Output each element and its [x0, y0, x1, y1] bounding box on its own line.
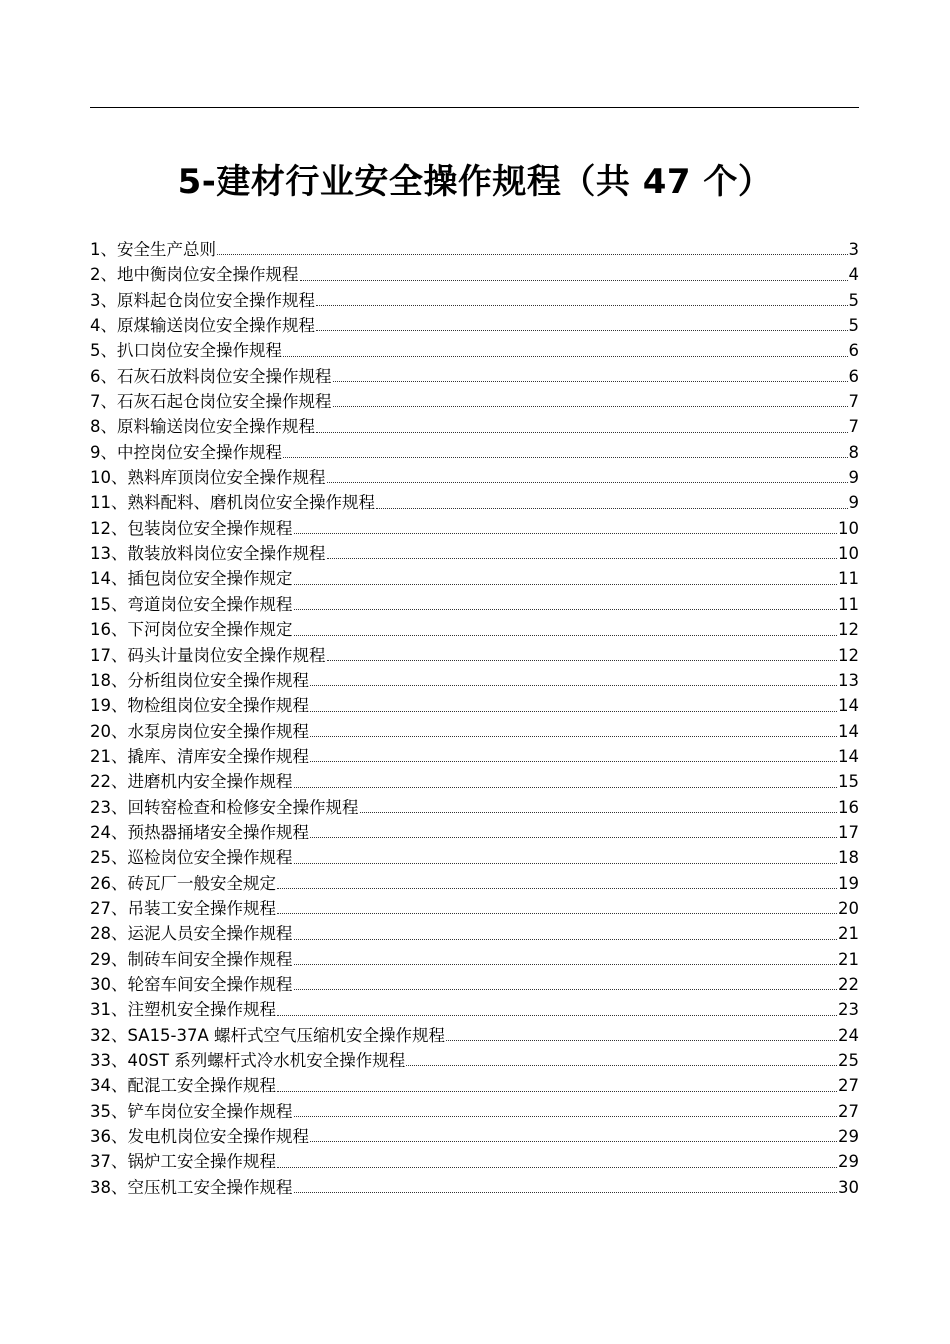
- toc-entry[interactable]: [90, 414, 859, 439]
- toc-entry-label: 36、发电机岗位安全操作规程: [90, 1127, 309, 1147]
- toc-entry-page: 4: [848, 265, 859, 285]
- toc-entry-label: 4、原煤输送岗位安全操作规程: [90, 316, 315, 336]
- toc-entry-label: 9、中控岗位安全操作规程: [90, 442, 282, 462]
- toc-entry-page: 9: [848, 493, 859, 513]
- toc-entry-label: 26、砖瓦厂一般安全规定: [90, 873, 276, 893]
- toc-entry-page: 10: [838, 544, 859, 564]
- toc-entry-page: 12: [838, 620, 859, 640]
- toc-entry[interactable]: [90, 465, 859, 490]
- toc-entry[interactable]: [90, 288, 859, 313]
- toc-leader-dots: [446, 1039, 837, 1041]
- toc-entry-label: 10、熟料库顶岗位安全操作规程: [90, 468, 326, 488]
- toc-entry[interactable]: [90, 338, 859, 363]
- toc-leader-dots: [316, 329, 848, 331]
- toc-entry[interactable]: [90, 744, 859, 769]
- toc-entry[interactable]: [90, 617, 859, 642]
- toc-entry-page: 15: [838, 772, 859, 792]
- toc-entry-page: 5: [848, 290, 859, 310]
- toc-entry-page: 27: [838, 1076, 859, 1096]
- toc-leader-dots: [310, 1140, 837, 1142]
- toc-entry[interactable]: [90, 795, 859, 820]
- toc-leader-dots: [360, 811, 838, 813]
- toc-entry-label: 21、撬库、清库安全操作规程: [90, 746, 309, 766]
- toc-leader-dots: [310, 684, 837, 686]
- toc-entry-page: 27: [838, 1101, 859, 1121]
- toc-entry[interactable]: [90, 1175, 859, 1200]
- toc-entry-label: 16、下河岗位安全操作规定: [90, 620, 293, 640]
- toc-entry-label: 7、石灰石起仓岗位安全操作规程: [90, 392, 332, 412]
- toc-entry[interactable]: [90, 440, 859, 465]
- toc-entry-page: 11: [838, 594, 859, 614]
- header-rule: [90, 107, 859, 108]
- toc-entry-page: 8: [848, 442, 859, 462]
- toc-entry[interactable]: [90, 566, 859, 591]
- toc-entry-label: 3、原料起仓岗位安全操作规程: [90, 290, 315, 310]
- toc-entry-page: 7: [848, 417, 859, 437]
- toc-entry[interactable]: [90, 921, 859, 946]
- toc-entry-page: 13: [838, 670, 859, 690]
- toc-entry-page: 17: [838, 822, 859, 842]
- toc-leader-dots: [333, 380, 848, 382]
- toc-leader-dots: [294, 988, 838, 990]
- toc-entry-label: 35、铲车岗位安全操作规程: [90, 1101, 293, 1121]
- toc-entry-page: 22: [838, 974, 859, 994]
- toc-entry-page: 18: [838, 848, 859, 868]
- toc-entry-label: 33、40ST 系列螺杆式冷水机安全操作规程: [90, 1051, 406, 1070]
- toc-leader-dots: [327, 481, 848, 483]
- toc-entry-page: 21: [838, 924, 859, 944]
- toc-entry[interactable]: [90, 871, 859, 896]
- toc-entry-label: 1、安全生产总则: [90, 240, 216, 259]
- toc-entry-label: 37、锅炉工安全操作规程: [90, 1152, 276, 1172]
- toc-entry-page: 29: [838, 1152, 859, 1172]
- toc-entry[interactable]: [90, 490, 859, 515]
- toc-entry[interactable]: [90, 313, 859, 338]
- toc-entry[interactable]: [90, 541, 859, 566]
- document-title: 5-建材行业安全操作规程（共 47 个）: [177, 162, 773, 202]
- toc-entry-label: 23、回转窑检查和检修安全操作规程: [90, 797, 359, 817]
- toc-entry-page: 21: [838, 949, 859, 969]
- toc-entry-label: 13、散装放料岗位安全操作规程: [90, 544, 326, 564]
- toc-entry-page: 6: [848, 341, 859, 361]
- toc-entry-page: 10: [838, 518, 859, 538]
- toc-leader-dots: [376, 507, 848, 509]
- toc-entry[interactable]: [90, 1048, 859, 1073]
- toc-entry[interactable]: [90, 643, 859, 668]
- toc-entry[interactable]: [90, 1124, 859, 1149]
- toc-entry-label: 25、巡检岗位安全操作规程: [90, 848, 293, 868]
- toc-entry-page: 3: [848, 240, 859, 259]
- toc-leader-dots: [294, 938, 838, 940]
- toc-entry-label: 14、插包岗位安全操作规定: [90, 569, 293, 589]
- toc-entry[interactable]: [90, 389, 859, 414]
- toc-leader-dots: [294, 583, 838, 585]
- toc-entry[interactable]: [90, 820, 859, 845]
- toc-entry[interactable]: [90, 1023, 859, 1048]
- toc-leader-dots: [316, 304, 848, 306]
- toc-leader-dots: [283, 355, 848, 357]
- toc-leader-dots: [310, 836, 837, 838]
- toc-entry[interactable]: [90, 997, 859, 1022]
- toc-leader-dots: [294, 608, 838, 610]
- toc-entry[interactable]: [90, 516, 859, 541]
- toc-leader-dots: [294, 862, 838, 864]
- toc-entry-label: 11、熟料配料、磨机岗位安全操作规程: [90, 493, 375, 513]
- toc-entry-label: 30、轮窑车间安全操作规程: [90, 974, 293, 994]
- toc-leader-dots: [333, 405, 848, 407]
- toc-entry-label: 17、码头计量岗位安全操作规程: [90, 645, 326, 665]
- toc-entry-label: 5、扒口岗位安全操作规程: [90, 341, 282, 361]
- toc-leader-dots: [277, 887, 837, 889]
- toc-entry[interactable]: [90, 769, 859, 794]
- toc-entry-page: 14: [838, 721, 859, 741]
- toc-entry[interactable]: [90, 845, 859, 870]
- toc-leader-dots: [294, 634, 838, 636]
- toc-entry[interactable]: [90, 1099, 859, 1124]
- toc-entry-page: 19: [838, 873, 859, 893]
- toc-entry[interactable]: [90, 947, 859, 972]
- toc-entry-page: 14: [838, 746, 859, 766]
- toc-entry-page: 5: [848, 316, 859, 336]
- toc-leader-dots: [316, 431, 848, 433]
- toc-leader-dots: [283, 456, 848, 458]
- toc-entry[interactable]: [90, 719, 859, 744]
- toc-entry-page: 20: [838, 898, 859, 918]
- toc-leader-dots: [277, 912, 837, 914]
- toc-entry-page: 12: [838, 645, 859, 665]
- toc-leader-dots: [300, 279, 848, 281]
- toc-leader-dots: [294, 1115, 838, 1117]
- table-of-contents: [90, 237, 859, 1200]
- toc-entry-page: 25: [838, 1051, 859, 1070]
- toc-entry-page: 23: [838, 1000, 859, 1020]
- toc-leader-dots: [406, 1064, 837, 1066]
- toc-entry-label: 19、物检组岗位安全操作规程: [90, 696, 309, 716]
- toc-entry-label: 15、弯道岗位安全操作规程: [90, 594, 293, 614]
- toc-leader-dots: [294, 1191, 838, 1193]
- toc-entry-page: 6: [848, 366, 859, 386]
- toc-entry[interactable]: [90, 1073, 859, 1098]
- toc-entry-page: 29: [838, 1127, 859, 1147]
- toc-leader-dots: [327, 659, 838, 661]
- toc-entry-label: 20、水泵房岗位安全操作规程: [90, 721, 309, 741]
- toc-entry-page: 7: [848, 392, 859, 412]
- toc-leader-dots: [217, 253, 848, 255]
- toc-entry[interactable]: [90, 1149, 859, 1174]
- toc-entry[interactable]: [90, 262, 859, 287]
- toc-entry[interactable]: [90, 668, 859, 693]
- toc-entry[interactable]: [90, 364, 859, 389]
- toc-entry-label: 6、石灰石放料岗位安全操作规程: [90, 366, 332, 386]
- toc-leader-dots: [294, 786, 838, 788]
- toc-leader-dots: [310, 760, 837, 762]
- toc-entry[interactable]: [90, 237, 859, 262]
- toc-entry-page: 16: [838, 797, 859, 817]
- toc-entry-label: 32、SA15-37A 螺杆式空气压缩机安全操作规程: [90, 1025, 446, 1045]
- toc-entry[interactable]: [90, 972, 859, 997]
- toc-leader-dots: [310, 710, 837, 712]
- toc-leader-dots: [277, 1166, 837, 1168]
- toc-leader-dots: [310, 735, 837, 737]
- toc-entry-label: 27、吊装工安全操作规程: [90, 898, 276, 918]
- toc-entry-page: 9: [848, 468, 859, 488]
- toc-entry[interactable]: [90, 592, 859, 617]
- toc-leader-dots: [327, 557, 838, 559]
- toc-entry[interactable]: [90, 896, 859, 921]
- toc-entry-label: 34、配混工安全操作规程: [90, 1076, 276, 1096]
- toc-entry-page: 14: [838, 696, 859, 716]
- toc-entry-label: 28、运泥人员安全操作规程: [90, 924, 293, 944]
- toc-leader-dots: [277, 1014, 837, 1016]
- toc-entry-label: 29、制砖车间安全操作规程: [90, 949, 293, 969]
- toc-entry-label: 31、注塑机安全操作规程: [90, 1000, 276, 1020]
- toc-entry[interactable]: [90, 693, 859, 718]
- toc-entry-page: 24: [838, 1025, 859, 1045]
- toc-entry-label: 38、空压机工安全操作规程: [90, 1177, 293, 1197]
- toc-entry-page: 11: [838, 569, 859, 589]
- toc-entry-label: 18、分析组岗位安全操作规程: [90, 670, 309, 690]
- toc-entry-label: 12、包装岗位安全操作规程: [90, 518, 293, 538]
- toc-entry-label: 8、原料输送岗位安全操作规程: [90, 417, 315, 437]
- toc-entry-label: 24、预热器捅堵安全操作规程: [90, 822, 309, 842]
- toc-leader-dots: [277, 1090, 837, 1092]
- toc-entry-label: 22、进磨机内安全操作规程: [90, 772, 293, 792]
- toc-entry-label: 2、地中衡岗位安全操作规程: [90, 265, 299, 285]
- toc-leader-dots: [294, 963, 838, 965]
- toc-entry-page: 30: [838, 1177, 859, 1197]
- toc-leader-dots: [294, 532, 838, 534]
